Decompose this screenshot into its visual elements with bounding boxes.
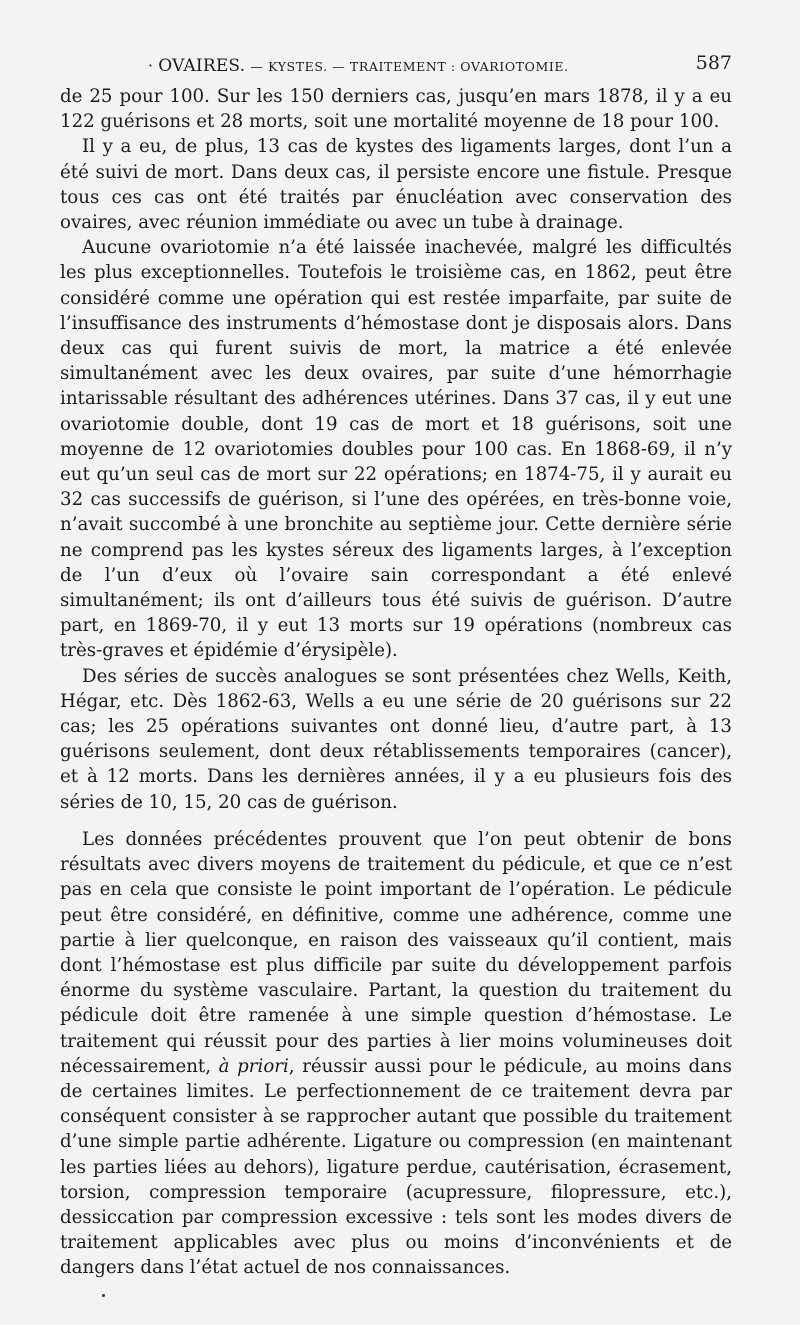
running-head-main: OVAIRES.	[158, 56, 246, 76]
paragraph-pedicule-part1: Les données précédentes prouvent que l’on peut obtenir de bons résultats avec divers moyens de traitement du pédicule, et que ce n’est pas en cela que consiste le point important de l’opération. Le pédicule peut être considéré, en définitive, comme une adhérence, comme une partie à lier quelconque, en raison des vaisseaux qu’il contient, mais dont l’hémostase est plus difficile par suite du développement parfois énorme du système vasculaire. Partant, la question du traitement du pédicule doit être ramenée à une simple question d’hémostase. Le traitement qui réussit pour des parties à lier moins volumineuses doit nécessairement,	[60, 828, 732, 1077]
body-text	[60, 84, 732, 1281]
paragraph-ligaments: Il y a eu, de plus, 13 cas de kystes des ligaments larges, dont l’un a été suivi de mort. Dans deux cas, il persiste encore une fistule. Presque tous ces cas ont été traités par énucléation avec conservation des ovaires, avec réunion immédiate ou avec un tube à drainage.	[60, 136, 732, 234]
running-head: · OVAIRES. — KYSTES. — TRAITEMENT : OVARIOTOMIE.	[148, 56, 569, 76]
paragraph-ovariotomie: Aucune ovariotomie n’a été laissée inachevée, malgré les difficultés les plus exceptionnelles. Toutefois le troisième cas, en 1862, peut être considéré comme une opération qui est restée imparfaite, par suite de l’insuffisance des instruments d’hémostase dont je disposais alors. Dans deux cas qui furent suivis de mort, la matrice a été enlevée simultanément avec les deux ovaires, par suite d’une hémorrhagie intarissable résultant des adhérences utérines. Dans 37 cas, il y eut une ovariotomie double, dont 19 cas de mort et 18 guérisons, soit une moyenne de 12 ovariotomies doubles pour 100 cas. En 1868-69, il n’y eut qu’un seul cas de mort sur 22 opérations; en 1874-75, il y aurait eu 32 cas successifs de guérison, si l’une des opérées, en très-bonne voie, n’avait succombé à une bronchite au septième jour. Cette dernière série ne comprend pas les kystes séreux des ligaments larges, à l’exception de l’un d’eux où l’ovaire sain correspondant a été enlevé simultanément; ils ont d’ailleurs tous été suivis de guérison. D’autre part, en 1869-70, il y eut 13 morts sur 19 opérations (nombreux cas très-graves et épidémie d’érysipèle).	[60, 237, 732, 662]
paragraph-continuation: de 25 pour 100. Sur les 150 derniers cas, jusqu’en mars 1878, il y a eu 122 guérisons et 28 morts, soit une mortalité moyenne de 18 pour 100.	[60, 86, 732, 133]
page-number: 587	[695, 52, 732, 74]
print-speck	[102, 1294, 105, 1297]
paragraph-pedicule-part2: , réussir aussi pour le pédicule, au moins dans de certaines limites. Le perfectionnement de ce traitement devra par conséquent consister à se rapprocher autant que possible du traitement d’une simple partie adhérente. Ligature ou compression (en maintenant les parties liées au dehors), ligature perdue, cautérisation, écrasement, torsion, compression temporaire (acupressure, filopressure, etc.), dessiccation par compression excessive : tels sont les modes divers de traitement applicables avec plus ou moins d’inconvénients et de dangers dans l’état actuel de nos connaissances.	[60, 1055, 732, 1279]
running-head-subtitle: — KYSTES. — TRAITEMENT : OVARIOTOMIE.	[250, 59, 569, 74]
paragraph-pedicule-italic: à priori	[218, 1055, 289, 1077]
paragraph-pedicule	[60, 827, 732, 1281]
page-header	[0, 52, 800, 82]
paragraph-series-succes: Des séries de succès analogues se sont présentées chez Wells, Keith, Hégar, etc. Dès 1862-63, Wells a eu une série de 20 guérisons sur 22 cas; les 25 opérations suivantes ont donné lieu, d’autre part, à 13 guérisons seulement, dont deux rétablissements temporaires (cancer), et à 12 morts. Dans les dernières années, il y a eu plusieurs fois des séries de 10, 15, 20 cas de guérison.	[60, 665, 732, 813]
